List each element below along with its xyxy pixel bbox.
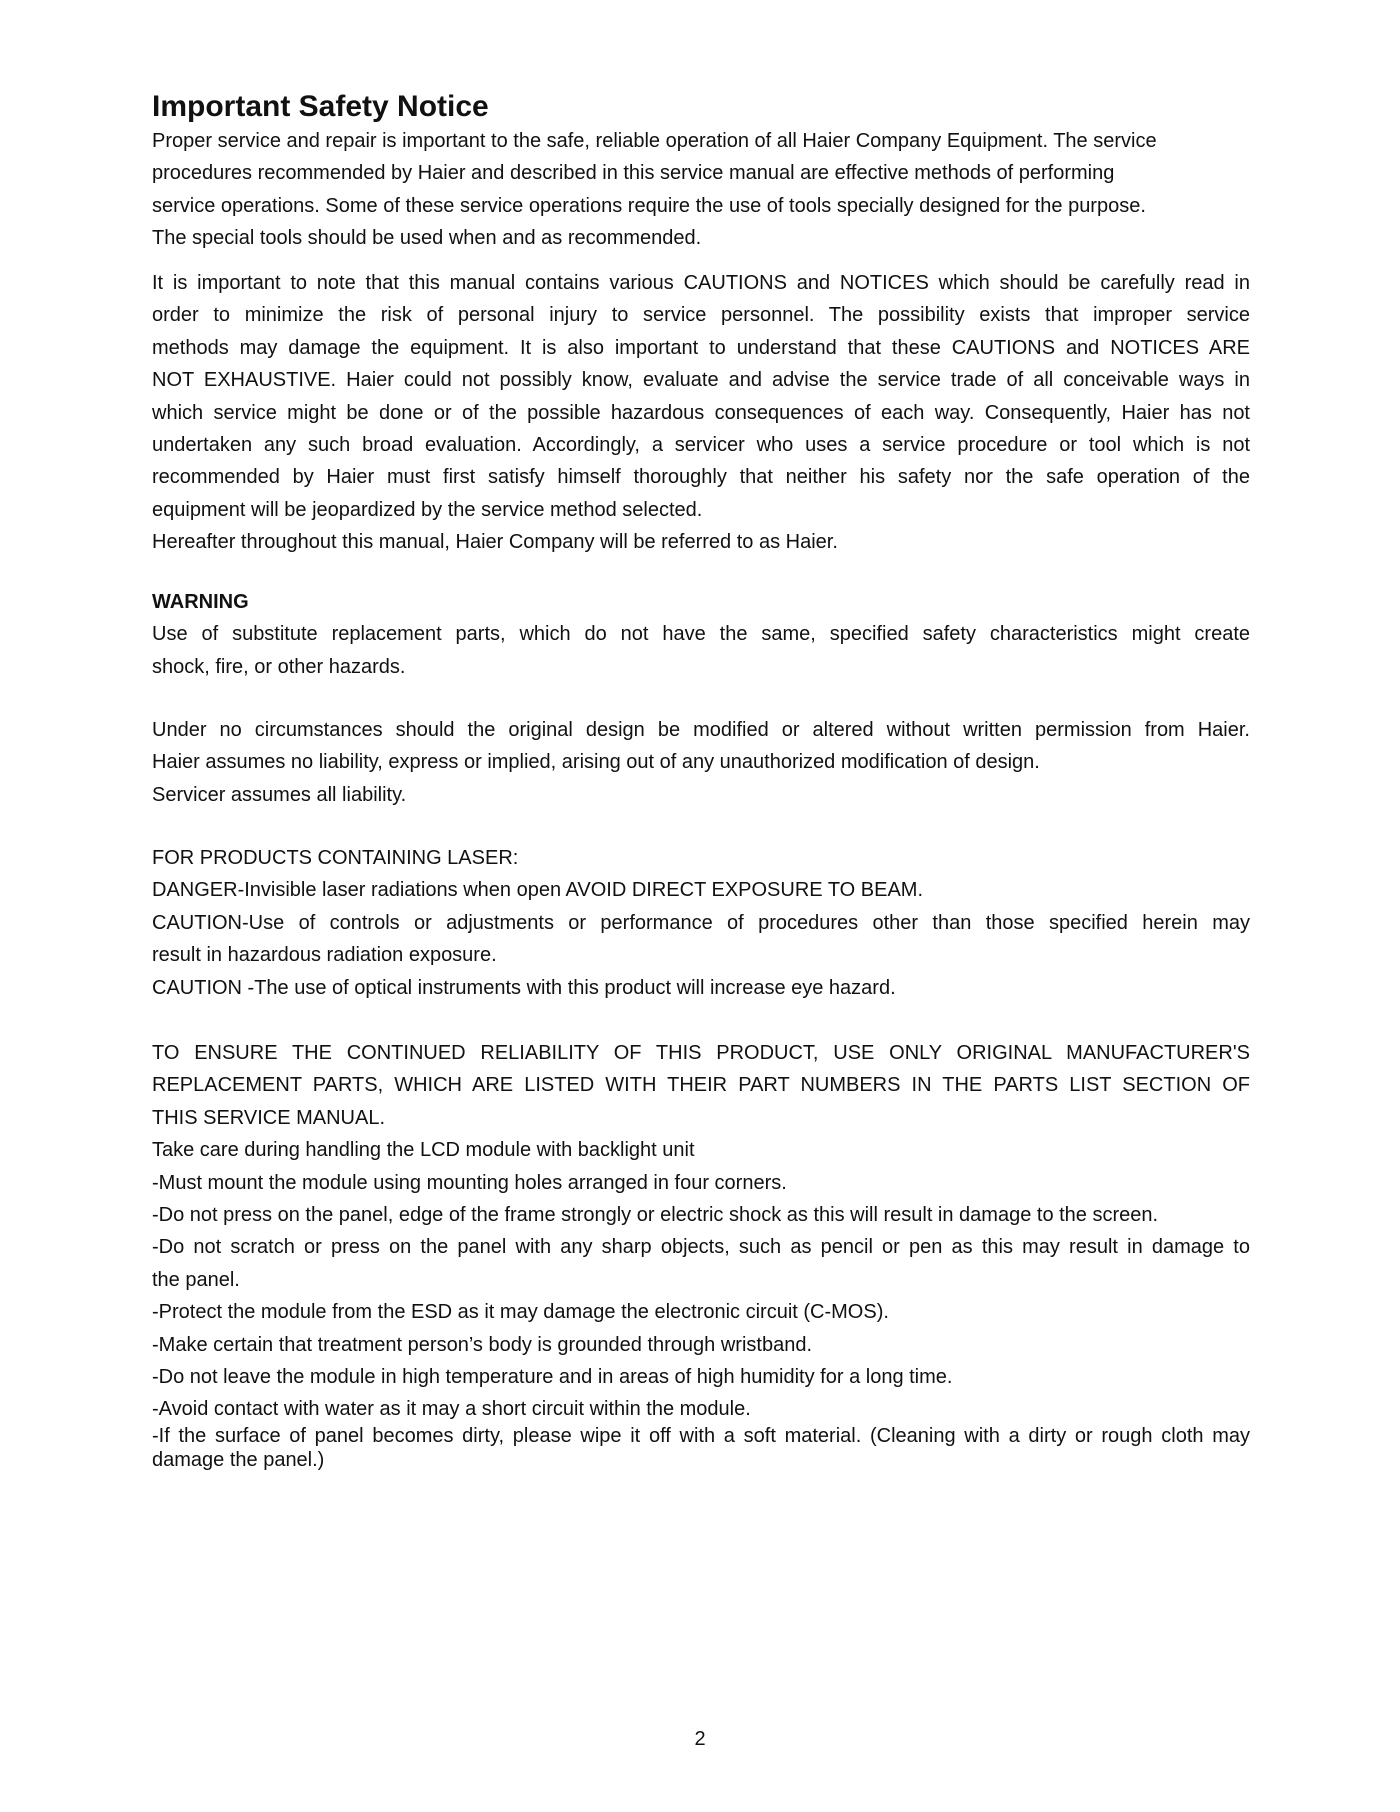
modification-line: Haier assumes no liability, express or implied, arising out of any unauthorized modification of design. — [152, 751, 1040, 774]
intro-paragraph — [152, 125, 1250, 255]
cautions-line: recommended by Haier must first satisfy himself thoroughly that neither his safety nor the safe operation of the — [152, 466, 1250, 489]
cautions-line: NOT EXHAUSTIVE. Haier could not possibly know, evaluate and advise the service trade of all conceivable ways in — [152, 369, 1250, 392]
lcd-cleaning-item — [152, 1424, 1250, 1472]
page-number: 2 — [694, 1728, 706, 1750]
lcd-handling-item: -Must mount the module using mounting holes arranged in four corners. — [152, 1171, 787, 1194]
lcd-handling-item: the panel. — [152, 1268, 240, 1291]
title-block — [152, 89, 1250, 125]
lcd-handling-line: Take care during handling the LCD module with backlight unit — [152, 1139, 695, 1162]
lcd-handling-item: -Do not press on the panel, edge of the frame strongly or electric shock as this will result in damage to the screen. — [152, 1203, 1159, 1226]
cautions-line: which service might be done or of the possible hazardous consequences of each way. Consequently, Haier has not — [152, 401, 1250, 424]
lcd-handling-item: -Do not leave the module in high temperature and in areas of high humidity for a long time. — [152, 1365, 953, 1388]
intro-line: The special tools should be used when and as recommended. — [152, 227, 702, 250]
warning-line: Use of substitute replacement parts, which do not have the same, specified safety characteristics might create — [152, 623, 1250, 646]
cautions-notice-paragraph — [152, 267, 1250, 559]
laser-line: FOR PRODUCTS CONTAINING LASER: — [152, 847, 519, 869]
lcd-cleaning-line: -If the surface of panel becomes dirty, please wipe it off with a soft material. (Cleaning with a dirty or rough cloth may — [152, 1425, 1250, 1447]
lcd-handling-item: -Make certain that treatment person’s body is grounded through wristband. — [152, 1333, 812, 1356]
lcd-handling-item: -Avoid contact with water as it may a short circuit within the module. — [152, 1398, 751, 1421]
lcd-handling-item: -Do not scratch or press on the panel with any sharp objects, such as pencil or pen as this may result in damage to — [152, 1236, 1250, 1259]
lcd-handling-line: REPLACEMENT PARTS, WHICH ARE LISTED WITH THEIR PART NUMBERS IN THE PARTS LIST SECTION OF — [152, 1074, 1250, 1097]
modification-line: Under no circumstances should the original design be modified or altered without written permission from Haier. — [152, 719, 1250, 741]
modification-line: Servicer assumes all liability. — [152, 783, 407, 806]
intro-line: procedures recommended by Haier and described in this service manual are effective methods of performing — [152, 162, 1115, 185]
lcd-handling-line: THIS SERVICE MANUAL. — [152, 1106, 386, 1129]
intro-line: Proper service and repair is important to the safe, reliable operation of all Haier Company Equipment. The service — [152, 130, 1157, 152]
laser-line: CAUTION-Use of controls or adjustments or performance of procedures other than those specified herein may — [152, 911, 1250, 934]
cautions-line: undertaken any such broad evaluation. Accordingly, a servicer who uses a service procedure or tool which is not — [152, 433, 1250, 456]
laser-line: CAUTION -The use of optical instruments with this product will increase eye hazard. — [152, 976, 896, 999]
cautions-line: Hereafter throughout this manual, Haier Company will be referred to as Haier. — [152, 531, 838, 554]
cautions-line: equipment will be jeopardized by the service method selected. — [152, 498, 703, 521]
lcd-handling-section — [152, 1037, 1250, 1426]
warning-section — [152, 586, 1250, 683]
laser-line: result in hazardous radiation exposure. — [152, 944, 497, 967]
laser-section — [152, 842, 1250, 1004]
lcd-handling-item: -Protect the module from the ESD as it may damage the electronic circuit (C-MOS). — [152, 1301, 889, 1324]
intro-line: service operations. Some of these service operations require the use of tools specially designed for the purpose. — [152, 194, 1146, 217]
modification-paragraph — [152, 714, 1250, 811]
lcd-handling-line: TO ENSURE THE CONTINUED RELIABILITY OF THIS PRODUCT, USE ONLY ORIGINAL MANUFACTURER'S — [152, 1042, 1250, 1064]
cautions-line: order to minimize the risk of personal injury to service personnel. The possibility exists that improper service — [152, 304, 1250, 327]
cautions-line: It is important to note that this manual contains various CAUTIONS and NOTICES which should be carefully read in — [152, 272, 1250, 294]
lcd-cleaning-line: damage the panel.) — [152, 1449, 325, 1471]
cautions-line: methods may damage the equipment. It is also important to understand that these CAUTIONS and NOTICES ARE — [152, 336, 1250, 359]
warning-heading: WARNING — [152, 591, 249, 613]
laser-line: DANGER-Invisible laser radiations when open AVOID DIRECT EXPOSURE TO BEAM. — [152, 879, 924, 902]
page-title: Important Safety Notice — [152, 90, 489, 123]
warning-line: shock, fire, or other hazards. — [152, 655, 406, 678]
